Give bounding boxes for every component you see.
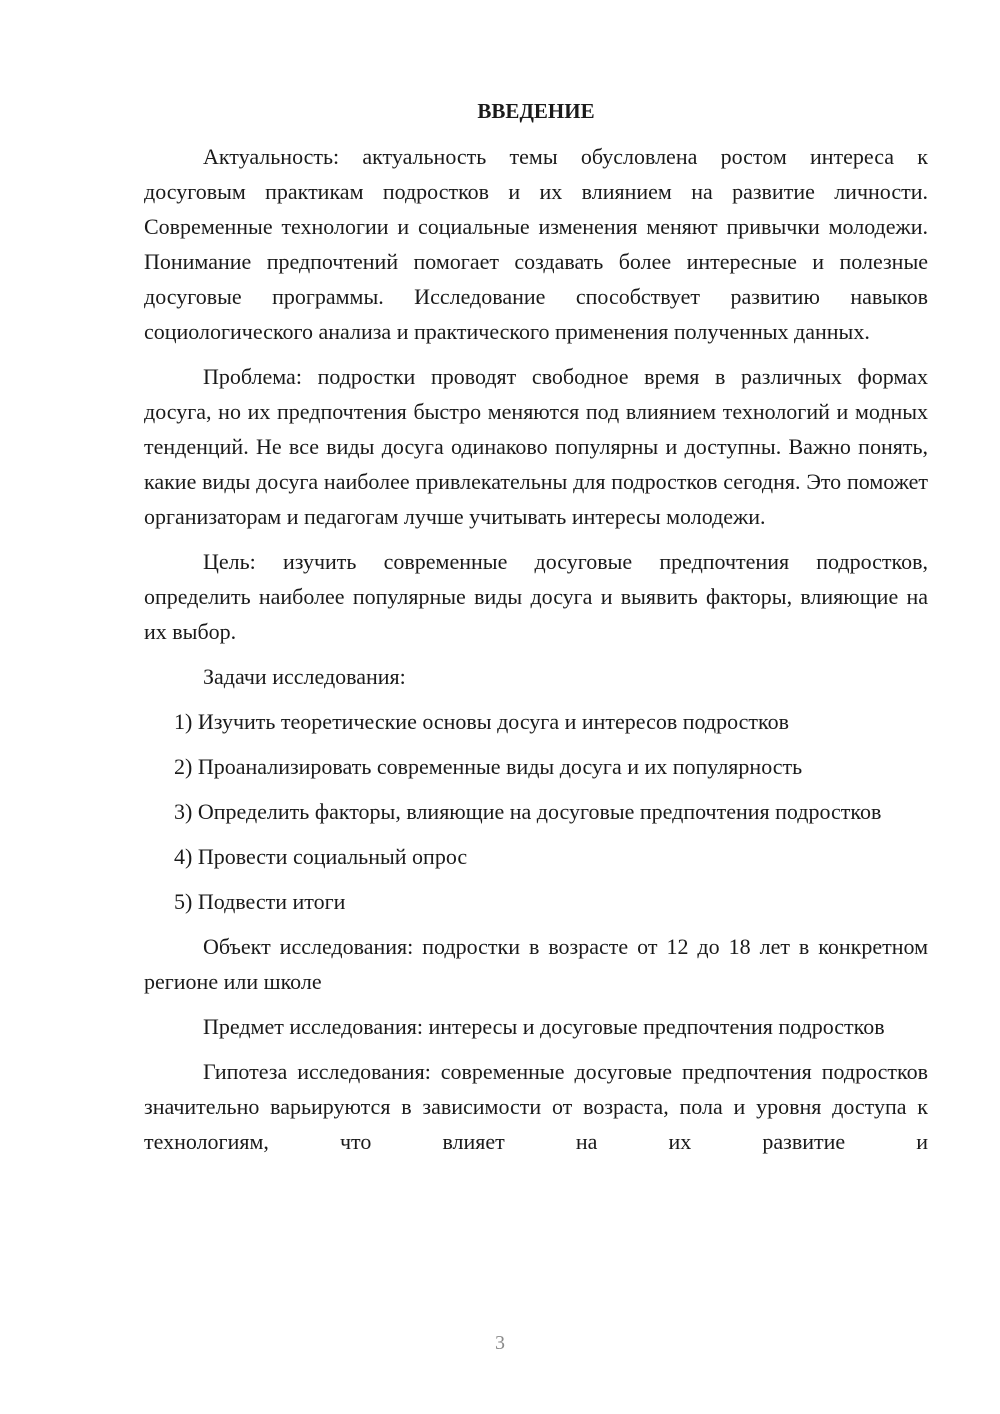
goal-paragraph: Цель: изучить современные досуговые предпочтения подростков, определить наиболее популярные виды досуга и выявить факторы, влияющие на их выбор. <box>144 549 928 644</box>
task-item: 3) Определить факторы, влияющие на досуговые предпочтения подростков <box>174 799 882 824</box>
hypothesis-paragraph: Гипотеза исследования: современные досуговые предпочтения подростков значительно варьируются в зависимости от возраста, пола и уровня доступа к технологиям, что влияет на их развитие и <box>144 1059 928 1154</box>
page-content <box>144 94 928 1169</box>
task-item: 2) Проанализировать современные виды досуга и их популярность <box>174 754 803 779</box>
task-item: 1) Изучить теоретические основы досуга и интересов подростков <box>174 709 789 734</box>
page-number: 3 <box>495 1332 505 1354</box>
task-item: 4) Провести социальный опрос <box>174 844 468 869</box>
section-title: ВВЕДЕНИЕ <box>477 99 595 123</box>
object-paragraph: Объект исследования: подростки в возрасте от 12 до 18 лет в конкретном регионе или школе <box>144 934 928 994</box>
subject-paragraph: Предмет исследования: интересы и досуговые предпочтения подростков <box>203 1014 885 1039</box>
problem-paragraph: Проблема: подростки проводят свободное время в различных формах досуга, но их предпочтения быстро меняются под влиянием технологий и модных тенденций. Не все виды досуга одинаково популярны и доступны. Важно понять, какие виды досуга наиболее привлекательны для подростков сегодня. Это поможет организаторам и педагогам лучше учитывать интересы молодежи. <box>144 364 928 529</box>
task-item: 5) Подвести итоги <box>174 889 346 914</box>
relevance-paragraph: Актуальность: актуальность темы обусловлена ростом интереса к досуговым практикам подростков и их влиянием на развитие личности. Современные технологии и социальные изменения меняют привычки молодежи. Понимание предпочтений помогает создавать более интересные и полезные досуговые программы. Исследование способствует развитию навыков социологического анализа и практического применения полученных данных. <box>144 144 928 344</box>
tasks-heading: Задачи исследования: <box>203 664 406 689</box>
